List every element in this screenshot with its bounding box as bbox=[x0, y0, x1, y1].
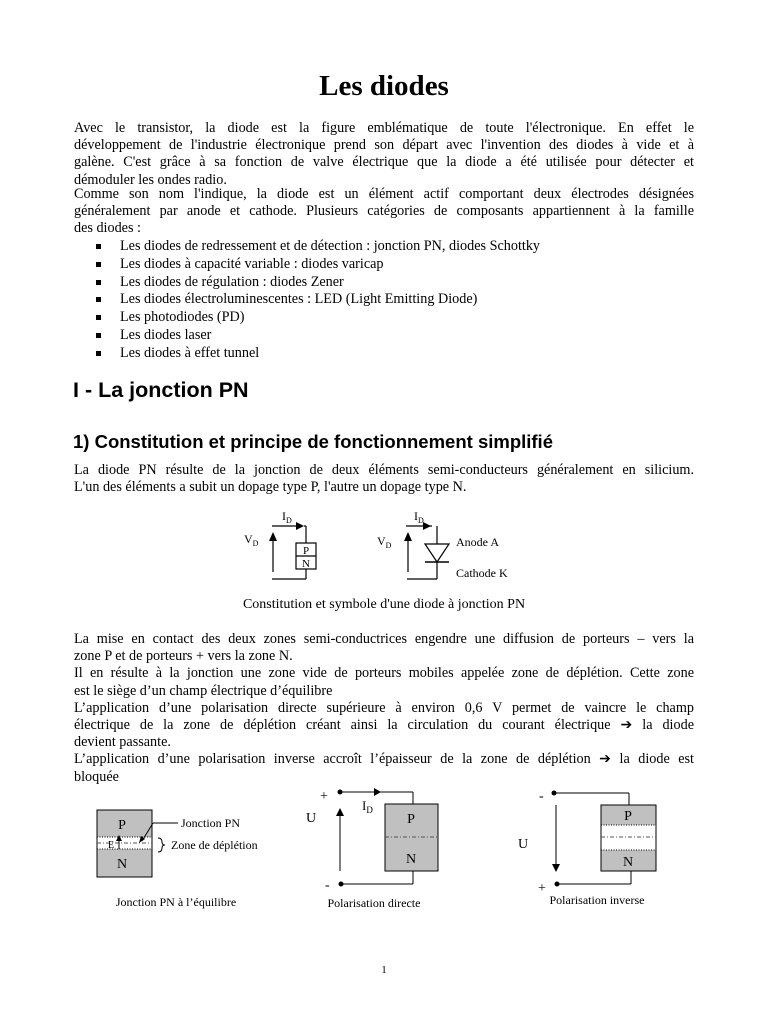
field-label: E bbox=[108, 840, 115, 851]
n-label: N bbox=[405, 852, 417, 867]
diode-triangle-icon bbox=[425, 544, 449, 562]
bullet-icon bbox=[96, 315, 101, 320]
text-line: démoduler les ondes radio. bbox=[74, 171, 227, 188]
list-item-text: Les diodes de régulation : diodes Zener bbox=[120, 273, 344, 290]
cathode-label: Cathode K bbox=[456, 566, 508, 580]
anode-label: Anode A bbox=[456, 535, 499, 549]
bullet-icon bbox=[96, 351, 101, 356]
depletion-label: Zone de déplétion bbox=[171, 838, 258, 852]
p-label: P bbox=[407, 812, 415, 827]
text-line: galène. C'est grâce à sa fonction de valve électrique que la diode a été utilisée pour détecter et bbox=[74, 154, 694, 171]
text-line: des diodes : bbox=[74, 220, 141, 237]
n-label: N bbox=[622, 855, 634, 870]
bullet-icon bbox=[96, 262, 101, 267]
text-line: devient passante. bbox=[74, 734, 171, 751]
text-line: L’application d’une polarisation inverse accroît l’épaisseur de la zone de déplétion ➔ la diode est bbox=[74, 751, 694, 768]
bullet-icon bbox=[96, 333, 101, 338]
plus-label: + bbox=[320, 789, 328, 804]
voltage-arrow-icon bbox=[552, 864, 560, 872]
bullet-icon bbox=[96, 280, 101, 285]
plus-label: + bbox=[538, 881, 546, 896]
voltage-arrow-icon bbox=[404, 532, 412, 541]
list-item bbox=[96, 238, 540, 256]
pn-explanation-paragraph bbox=[74, 631, 694, 786]
current-arrow-icon bbox=[423, 522, 431, 530]
list-item-text: Les diodes à effet tunnel bbox=[120, 344, 260, 361]
text-line: zone P et de porteurs + vers la zone N. bbox=[74, 648, 293, 665]
intro-paragraph-2 bbox=[74, 186, 694, 238]
brace-icon bbox=[158, 838, 165, 852]
list-item-text: Les photodiodes (PD) bbox=[120, 309, 245, 326]
text-line: L’application d’une polarisation directe supérieure à environ 0,6 V permet de vaincre le champ bbox=[74, 699, 694, 716]
list-item-text: Les diodes électroluminescentes : LED (Light Emitting Diode) bbox=[120, 291, 478, 308]
text-line: électrique de la zone de déplétion créant ainsi la circulation du courant électrique ➔ la diode bbox=[74, 717, 694, 734]
forward-bias-diagram bbox=[306, 788, 438, 910]
minus-label: - bbox=[539, 789, 544, 804]
list-item bbox=[96, 327, 540, 345]
current-label: $I_D$ bbox=[362, 798, 373, 815]
page-number: 1 bbox=[381, 964, 387, 976]
minus-label: - bbox=[325, 878, 330, 893]
list-item bbox=[96, 274, 540, 292]
voltage-arrow-icon bbox=[269, 532, 277, 541]
voltage-arrow-icon bbox=[336, 808, 344, 816]
page-title: Les diodes bbox=[319, 70, 449, 102]
figure-caption: Polarisation directe bbox=[327, 896, 421, 910]
pn-intro-paragraph bbox=[74, 462, 694, 496]
diode-symbol-diagram bbox=[377, 509, 508, 580]
n-label: N bbox=[116, 857, 128, 872]
text-line: bloquée bbox=[74, 768, 119, 785]
text-line: Avec le transistor, la diode est la figure emblématique de toute l'électronique. En effet le bbox=[74, 120, 694, 136]
junction-label: Jonction PN bbox=[181, 816, 241, 830]
list-item bbox=[96, 345, 540, 363]
reverse-bias-diagram bbox=[518, 789, 656, 907]
figure-caption: Constitution et symbole d'une diode à jonction PN bbox=[242, 597, 526, 612]
terminal-dot bbox=[555, 882, 560, 887]
intro-paragraph-1 bbox=[74, 120, 694, 189]
text-line: généralement par anode et cathode. Plusieurs catégories de composants appartiennent à la famille bbox=[74, 203, 694, 220]
diode-constitution-figure bbox=[0, 500, 768, 620]
terminal-dot bbox=[339, 882, 344, 887]
voltage-label: $V_D$ bbox=[377, 534, 392, 550]
p-label: P bbox=[624, 809, 632, 824]
text-line: est le siège d’un champ électrique d’équilibre bbox=[74, 682, 333, 699]
bullet-icon bbox=[96, 297, 101, 302]
figure-caption: Jonction PN à l’équilibre bbox=[115, 895, 237, 909]
text-line: La mise en contact des deux zones semi-conductrices engendre une diffusion de porteurs – vers la bbox=[74, 631, 694, 647]
list-item-text: Les diodes à capacité variable : diodes varicap bbox=[120, 255, 384, 272]
text-line: L'un des éléments a subit un dopage type P, l'autre un dopage type N. bbox=[74, 479, 467, 496]
equilibrium-diagram bbox=[97, 810, 258, 909]
p-label: P bbox=[118, 818, 126, 833]
text-line: Il en résulte à la jonction une zone vide de porteurs mobiles appelée zone de déplétion. Cette zone bbox=[74, 665, 694, 682]
subsection-heading: 1) Constitution et principe de fonctionnement simplifié bbox=[73, 431, 553, 452]
list-item-text: Les diodes laser bbox=[120, 326, 212, 343]
bullet-icon bbox=[96, 244, 101, 249]
p-label: P bbox=[302, 545, 310, 557]
pn-constitution-diagram bbox=[244, 509, 316, 579]
list-item bbox=[96, 256, 540, 274]
diode-types-list bbox=[96, 238, 540, 363]
text-line: développement de l'industrie électronique prend son départ avec l'invention des diodes à vide et à bbox=[74, 137, 694, 154]
list-item bbox=[96, 291, 540, 309]
list-item-text: Les diodes de redressement et de détection : jonction PN, diodes Schottky bbox=[120, 238, 541, 254]
current-label: $I_D$ bbox=[282, 509, 292, 525]
polarization-figure bbox=[0, 780, 768, 920]
n-label: N bbox=[302, 558, 310, 570]
voltage-label: U bbox=[306, 811, 317, 826]
voltage-label: U bbox=[518, 837, 529, 852]
voltage-label: $V_D$ bbox=[244, 532, 259, 548]
list-item bbox=[96, 309, 540, 327]
text-line: Comme son nom l'indique, la diode est un élément actif comportant deux électrodes désignées bbox=[74, 186, 694, 202]
section-heading: I - La jonction PN bbox=[73, 378, 249, 402]
figure-caption: Polarisation inverse bbox=[549, 893, 645, 907]
current-label: $I_D$ bbox=[414, 509, 424, 525]
text-line: La diode PN résulte de la jonction de deux éléments semi-conducteurs généralement en silicium. bbox=[74, 462, 694, 478]
current-arrow-icon bbox=[296, 522, 304, 530]
current-arrow-icon bbox=[374, 788, 381, 796]
